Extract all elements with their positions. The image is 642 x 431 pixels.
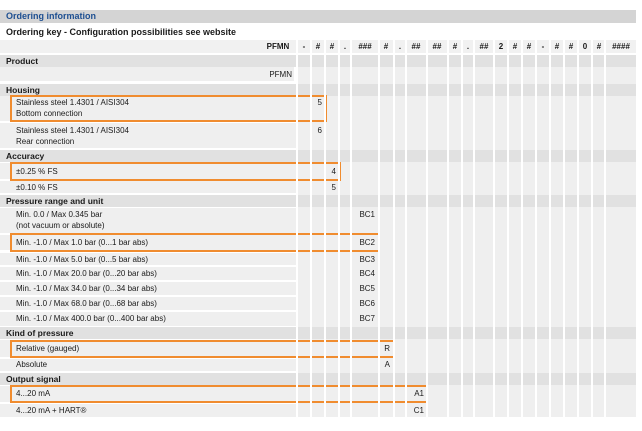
section-header [0,150,636,162]
section-header [0,373,636,385]
option-label-line2: Bottom connection [16,109,83,118]
option-label: Min. -1.0 / Max 34.0 bar (0...34 bar abs) [16,284,157,293]
section-title-accuracy: Accuracy [6,151,45,161]
option-label: Min. -1.0 / Max 5.0 bar (0...5 bar abs) [16,255,149,264]
option-label-line2: Rear connection [16,137,75,146]
option-code: BC3 [359,255,375,264]
section-title-kind: Kind of pressure [6,328,74,338]
column-divider [393,40,395,417]
code-cell: # [452,42,458,51]
code-cell: ## [411,42,421,51]
option-code: 5 [331,183,336,192]
column-divider [591,40,593,417]
option-label: 4...20 mA [16,389,51,398]
option-code: A1 [414,389,424,398]
code-cell: # [554,42,560,51]
option-code: BC5 [359,284,375,293]
option-label: Stainless steel 1.4301 / AISI304 [16,126,129,135]
code-cell: - [302,42,306,51]
column-divider [310,40,312,417]
code-cell: ### [358,42,372,51]
code-cell: # [315,42,321,51]
code-cell: # [526,42,532,51]
code-cell: PFMN [266,42,290,51]
section-header [0,55,636,67]
code-cell: # [596,42,602,51]
column-divider [296,40,298,417]
highlight-box [10,162,341,181]
column-divider [324,40,326,417]
code-cell: ## [432,42,442,51]
option-code: A [384,360,390,369]
page-title: Ordering information [6,11,96,21]
option-label: Min. -1.0 / Max 400.0 bar (0...400 bar abs) [16,314,166,323]
column-divider [577,40,579,417]
option-code: 6 [317,126,322,135]
code-cell: # [383,42,389,51]
column-divider [338,40,340,417]
section-title-product: Product [6,56,39,66]
column-divider [350,40,352,417]
column-divider [473,40,475,417]
option-label: ±0.25 % FS [16,167,58,176]
option-label: Stainless steel 1.4301 / AISI304 [16,98,129,107]
option-label: Min. -1.0 / Max 20.0 bar (0...20 bar abs) [16,269,157,278]
section-title-housing: Housing [6,85,40,95]
column-divider [461,40,463,417]
column-divider [405,40,407,417]
product-code: PFMN [269,70,292,79]
column-divider [447,40,449,417]
highlight-box [10,385,428,403]
row-band [0,67,294,81]
code-cell: # [329,42,335,51]
column-divider [535,40,537,417]
option-code: 4 [331,167,336,176]
option-label: 4...20 mA + HART® [16,406,87,415]
option-code: C1 [413,406,424,415]
highlight-box [10,95,327,122]
option-label: Relative (gauged) [16,344,80,353]
column-divider [563,40,565,417]
option-code: BC1 [359,210,375,219]
option-label: Min. -1.0 / Max 68.0 bar (0...68 bar abs) [16,299,157,308]
row-band [0,359,394,371]
option-code: R [384,344,390,353]
column-divider [549,40,551,417]
column-divider [378,40,380,417]
code-cell: 0 [582,42,588,51]
column-divider [604,40,606,417]
column-divider [426,40,428,417]
option-code: BC7 [359,314,375,323]
option-code: 5 [317,98,322,107]
column-divider [507,40,509,417]
option-code: BC6 [359,299,375,308]
section-header [0,327,636,339]
code-cell: # [568,42,574,51]
code-cell: #### [612,42,630,51]
code-cell: # [512,42,518,51]
section-title-output: Output signal [6,374,61,384]
code-cell: . [343,42,347,51]
section-title-pressure: Pressure range and unit [6,196,104,206]
option-label-line2: (not vacuum or absolute) [16,221,105,230]
code-cell: ## [479,42,489,51]
code-cell: . [466,42,470,51]
code-cell: . [398,42,402,51]
option-label: Min. 0.0 / Max 0.345 bar [16,210,103,219]
option-label: Min. -1.0 / Max 1.0 bar (0...1 bar abs) [16,238,149,247]
column-divider [493,40,495,417]
code-cell: 2 [498,42,504,51]
option-code: BC4 [359,269,375,278]
option-label: Absolute [16,360,48,369]
column-divider [521,40,523,417]
option-label: ±0.10 % FS [16,183,58,192]
option-code: BC2 [359,238,375,247]
ordering-key-label: Ordering key - Configuration possibilities see website [6,27,237,37]
code-cell: - [541,42,545,51]
